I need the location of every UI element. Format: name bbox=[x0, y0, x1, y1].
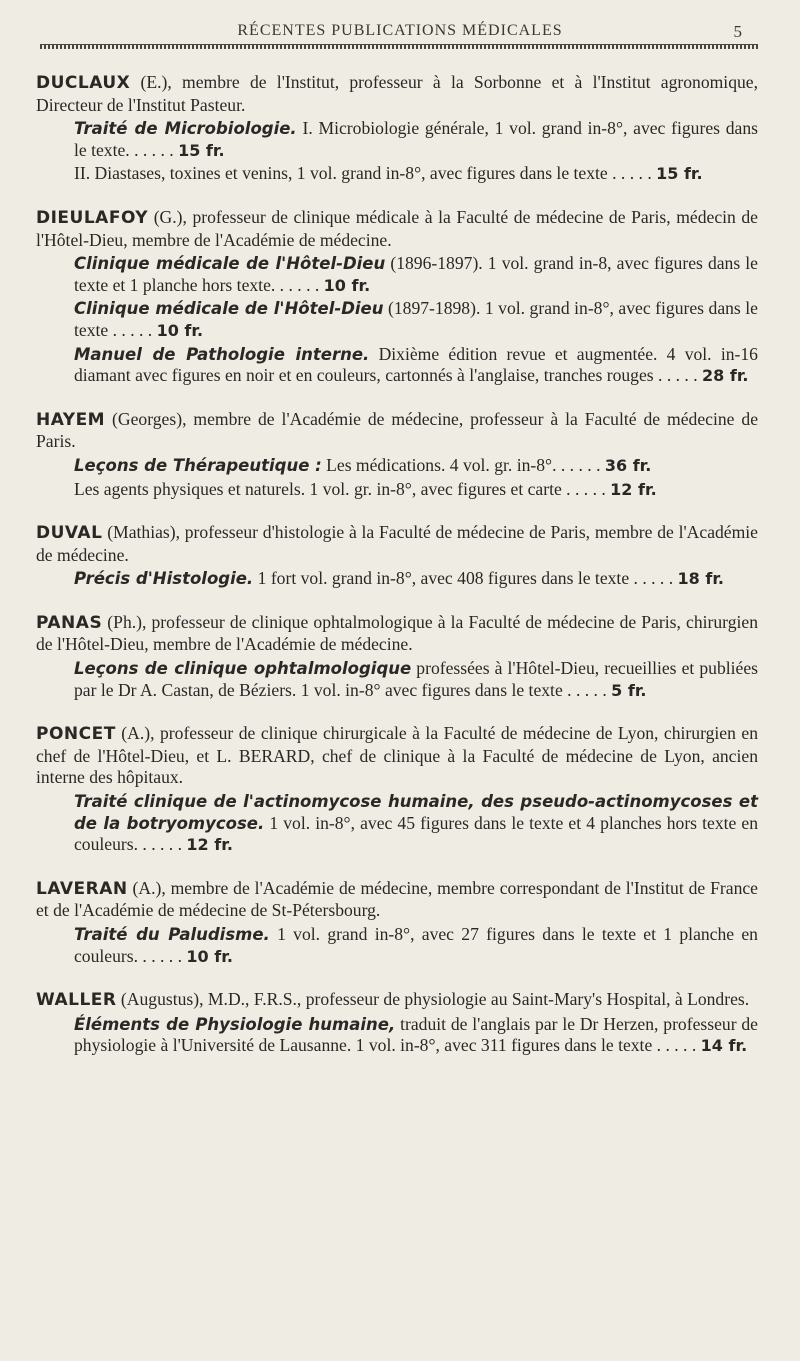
book-listing bbox=[36, 344, 758, 387]
dot-leader: . . . . . bbox=[138, 945, 187, 966]
book-description: (1896-1897). 1 vol. grand in-8, avec figures dans le texte et 1 planche hors texte. bbox=[74, 253, 758, 295]
dot-leader: . . . . . bbox=[138, 834, 187, 855]
page-number: 5 bbox=[733, 22, 742, 41]
author-name: WALLER bbox=[36, 990, 117, 1011]
book-description: Dixième édition revue et augmentée. 4 vol. in-16 diamant avec figures en noir et en couleurs, cartonnés à l'anglaise, tranches rouges bbox=[74, 343, 758, 386]
book-listing bbox=[36, 298, 758, 341]
author-name: LAVERAN bbox=[36, 878, 128, 899]
book-title: Précis d'Histologie. bbox=[74, 569, 254, 589]
book-listing bbox=[36, 455, 758, 477]
author-name: PANAS bbox=[36, 612, 103, 633]
author-line bbox=[36, 612, 758, 656]
book-description: professées à l'Hôtel-Dieu, recueillies et publiées par le Dr A. Castan, de Béziers. 1 vol. in-8° avec figures dans le texte bbox=[74, 658, 758, 700]
book-price: 5 fr. bbox=[611, 680, 647, 700]
book-description: (1897-1898). 1 vol. grand in-8°, avec figures dans le texte bbox=[74, 298, 758, 340]
book-description: Les médications. 4 vol. gr. in-8°. bbox=[321, 454, 557, 475]
author-entry bbox=[36, 612, 758, 701]
book-line bbox=[74, 163, 758, 185]
book-listing bbox=[36, 253, 758, 296]
author-line bbox=[36, 522, 758, 566]
book-listing bbox=[36, 479, 758, 501]
book-listing bbox=[36, 658, 758, 701]
book-title: Traité clinique de l'actinomycose humaine, des pseudo-actinomycoses et de la botryomycose. bbox=[74, 792, 758, 833]
running-header: RÉCENTES PUBLICATIONS MÉDICALES bbox=[237, 22, 563, 39]
book-line bbox=[74, 479, 758, 501]
book-title: Leçons de clinique ophtalmologique bbox=[74, 659, 412, 679]
book-line bbox=[74, 791, 758, 856]
book-price: 10 fr. bbox=[186, 946, 233, 966]
author-entry bbox=[36, 989, 758, 1057]
author-entry bbox=[36, 522, 758, 590]
author-description: (Georges), membre de l'Académie de médecine, professeur à la Faculté de médecine de Paris. bbox=[36, 408, 758, 452]
book-line bbox=[74, 298, 758, 341]
book-line bbox=[74, 1014, 758, 1057]
author-description: (Augustus), M.D., F.R.S., professeur de physiologie au Saint-Mary's Hospital, à Londres. bbox=[116, 989, 750, 1010]
book-title: Manuel de Pathologie interne. bbox=[74, 344, 370, 364]
book-title: Traité de Microbiologie. bbox=[74, 119, 297, 139]
author-name: DUCLAUX bbox=[36, 73, 131, 93]
author-entry bbox=[36, 207, 758, 387]
book-price: 15 fr. bbox=[656, 164, 703, 184]
book-listing bbox=[36, 924, 758, 967]
book-line bbox=[74, 344, 758, 387]
author-description: (Mathias), professeur d'histologie à la Faculté de médecine de Paris, membre de l'Académie de médecine. bbox=[36, 522, 758, 565]
book-price: 14 fr. bbox=[700, 1036, 748, 1056]
book-title: Clinique médicale de l'Hôtel-Dieu bbox=[74, 299, 384, 319]
dot-leader: . . . . . bbox=[275, 274, 324, 295]
author-entry bbox=[36, 409, 758, 500]
book-listing bbox=[36, 791, 758, 856]
author-entry bbox=[36, 72, 758, 185]
book-price: 36 fr. bbox=[604, 455, 652, 475]
book-price: 10 fr. bbox=[323, 275, 371, 295]
book-description: 1 fort vol. grand in-8°, avec 408 figures dans le texte bbox=[253, 568, 630, 589]
author-line bbox=[36, 72, 758, 116]
book-line bbox=[74, 253, 758, 296]
book-title: Traité du Paludisme. bbox=[74, 925, 270, 944]
book-description: traduit de l'anglais par le Dr Herzen, professeur de physiologie à l'Université de Lausanne. 1 vol. in-8°, avec 311 figures dans le texte bbox=[74, 1013, 758, 1056]
catalog-content bbox=[36, 72, 758, 1079]
book-price: 28 fr. bbox=[702, 366, 749, 386]
book-description: II. Diastases, toxines et venins, 1 vol. grand in-8°, avec figures dans le texte bbox=[74, 163, 608, 184]
book-price: 10 fr. bbox=[156, 320, 204, 340]
book-line bbox=[74, 118, 758, 161]
book-price: 15 fr. bbox=[178, 140, 225, 160]
book-price: 12 fr. bbox=[186, 835, 233, 855]
author-description: (A.), membre de l'Académie de médecine, membre correspondant de l'Institut de France et de l'Académie de médecine de St-Pétersbourg. bbox=[36, 877, 758, 921]
book-description: I. Microbiologie générale, 1 vol. grand in-8°, avec figures dans le texte. bbox=[74, 118, 758, 160]
book-description: 1 vol. grand in-8°, avec 27 figures dans le texte et 1 planche en couleurs. bbox=[74, 924, 758, 966]
book-description: 1 vol. in-8°, avec 45 figures dans le texte et 4 planches hors texte en couleurs. bbox=[74, 812, 759, 855]
book-listing bbox=[36, 118, 758, 161]
book-price: 12 fr. bbox=[610, 479, 657, 499]
author-description: (G.), professeur de clinique médicale à la Faculté de médecine de Paris, médecin de l'Hôtel-Dieu, membre de l'Académie de médecine. bbox=[36, 206, 758, 250]
author-name: HAYEM bbox=[36, 409, 106, 430]
dot-leader: . . . . . bbox=[556, 454, 605, 475]
book-listing bbox=[36, 163, 758, 185]
book-listing bbox=[36, 568, 758, 590]
author-description: (A.), professeur de clinique chirurgicale à la Faculté de médecine de Lyon, chirurgien en chef de l'Hôtel-Dieu, et L. BERARD, chef de clinique à la Faculté de médecine de Lyon, ancien interne des hôpitaux. bbox=[36, 723, 758, 788]
author-name: PONCET bbox=[36, 724, 116, 745]
author-name: DUVAL bbox=[36, 523, 103, 544]
dot-leader: . . . . . bbox=[629, 568, 678, 589]
author-line bbox=[36, 207, 758, 251]
book-description: Les agents physiques et naturels. 1 vol. gr. in-8°, avec figures et carte bbox=[74, 478, 562, 499]
author-name: DIEULAFOY bbox=[36, 207, 149, 228]
dot-leader: . . . . . bbox=[108, 319, 157, 340]
book-title: Clinique médicale de l'Hôtel-Dieu bbox=[74, 254, 386, 274]
book-listing bbox=[36, 1014, 758, 1057]
author-description: (Ph.), professeur de clinique ophtalmologique à la Faculté de médecine de Paris, chirurgien de l'Hôtel-Dieu, membre de l'Académie de médecine. bbox=[36, 611, 758, 655]
dot-leader: . . . . . bbox=[652, 1035, 701, 1056]
header-rule bbox=[40, 44, 758, 49]
book-line bbox=[74, 924, 758, 967]
dot-leader: . . . . . bbox=[129, 139, 179, 160]
author-line bbox=[36, 878, 758, 922]
dot-leader: . . . . . bbox=[561, 478, 611, 499]
author-entry bbox=[36, 878, 758, 967]
book-price: 18 fr. bbox=[677, 569, 724, 589]
book-line bbox=[74, 568, 758, 590]
author-line bbox=[36, 723, 758, 789]
book-title: Éléments de Physiologie humaine, bbox=[74, 1014, 396, 1034]
dot-leader: . . . . . bbox=[607, 163, 657, 184]
book-line bbox=[74, 658, 758, 701]
author-entry bbox=[36, 723, 758, 856]
author-line bbox=[36, 409, 758, 453]
book-title: Leçons de Thérapeutique : bbox=[74, 455, 322, 475]
book-line bbox=[74, 455, 758, 477]
author-description: (E.), membre de l'Institut, professeur à la Sorbonne et à l'Institut agronomique, Directeur de l'Institut Pasteur. bbox=[36, 72, 758, 115]
dot-leader: . . . . . bbox=[562, 679, 612, 700]
author-line bbox=[36, 989, 758, 1012]
dot-leader: . . . . . bbox=[653, 365, 703, 386]
